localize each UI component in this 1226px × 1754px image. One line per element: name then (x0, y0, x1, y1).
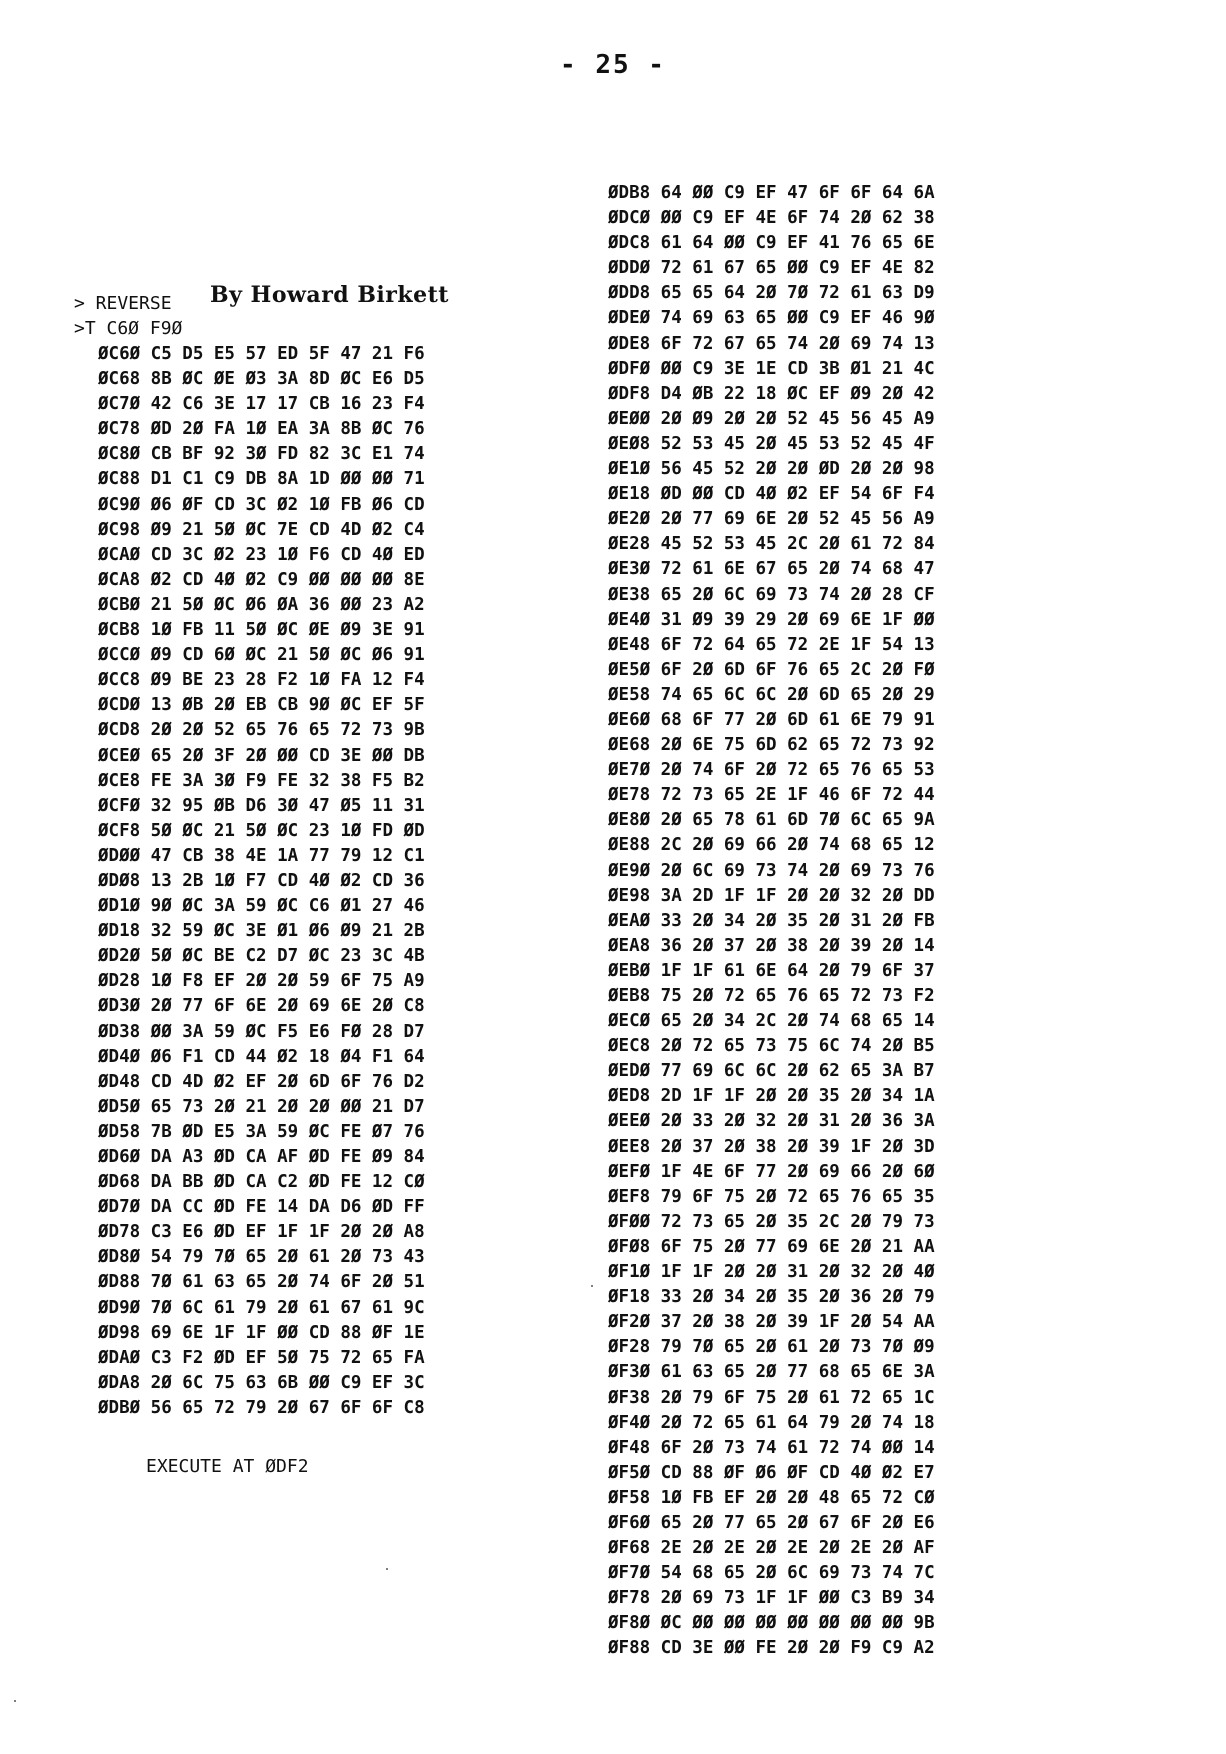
hex-dump-row: ØC78 ØD 2Ø FA 1Ø EA 3A 8B ØC 76 (98, 419, 425, 440)
hex-dump-row: ØEAØ 33 2Ø 34 2Ø 35 2Ø 31 2Ø FB (608, 910, 935, 931)
hex-dump-row: ØD98 69 6E 1F 1F ØØ CD 88 ØF 1E (98, 1322, 425, 1343)
hex-dump-row: ØEBØ 1F 1F 61 6E 64 2Ø 79 6F 37 (608, 960, 935, 981)
hex-dump-row: ØDCØ ØØ C9 EF 4E 6F 74 2Ø 62 38 (608, 208, 935, 229)
hex-dump-row: ØE58 74 65 6C 6C 2Ø 6D 65 2Ø 29 (608, 684, 935, 705)
execute-address: EXECUTE AT ØDF2 (146, 1456, 309, 1477)
hex-dump-row: ØEE8 2Ø 37 2Ø 38 2Ø 39 1F 2Ø 3D (608, 1136, 935, 1157)
hex-dump-row: ØF78 2Ø 69 73 1F 1F ØØ C3 B9 34 (608, 1588, 935, 1609)
hex-dump-row: ØED8 2D 1F 1F 2Ø 2Ø 35 2Ø 34 1A (608, 1086, 935, 1107)
hex-dump-row: ØCFØ 32 95 ØB D6 3Ø 47 Ø5 11 31 (98, 795, 425, 816)
hex-dump-row: ØF4Ø 2Ø 72 65 61 64 79 2Ø 74 18 (608, 1412, 935, 1433)
scan-speck (386, 1568, 388, 1570)
hex-dump-row: ØC9Ø Ø6 ØF CD 3C Ø2 1Ø FB Ø6 CD (98, 494, 425, 515)
hex-dump-row: ØD78 C3 E6 ØD EF 1F 1F 2Ø 2Ø A8 (98, 1222, 425, 1243)
hex-dump-row: ØD18 32 59 ØC 3E Ø1 Ø6 Ø9 21 2B (98, 921, 425, 942)
hex-dump-right (608, 181, 935, 1662)
hex-dump-row: ØDDØ 72 61 67 65 ØØ C9 EF 4E 82 (608, 258, 935, 279)
hex-dump-row: ØE3Ø 72 61 6E 67 65 2Ø 74 68 47 (608, 559, 935, 580)
scan-speck (591, 1285, 593, 1287)
hex-dump-row: ØFØ8 6F 75 2Ø 77 69 6E 2Ø 21 AA (608, 1236, 935, 1257)
hex-dump-row: ØEF8 79 6F 75 2Ø 72 65 76 65 35 (608, 1186, 935, 1207)
hex-dump-left (98, 342, 425, 1421)
hex-dump-row: ØF18 33 2Ø 34 2Ø 35 2Ø 36 2Ø 79 (608, 1287, 935, 1308)
hex-dump-row: ØDF8 D4 ØB 22 18 ØC EF Ø9 2Ø 42 (608, 383, 935, 404)
hex-dump-row: ØF2Ø 37 2Ø 38 2Ø 39 1F 2Ø 54 AA (608, 1312, 935, 1333)
hex-dump-row: ØC68 8B ØC ØE Ø3 3A 8D ØC E6 D5 (98, 369, 425, 390)
hex-dump-row: ØCCØ Ø9 CD 6Ø ØC 21 5Ø ØC Ø6 91 (98, 645, 425, 666)
hex-dump-row: ØCD8 2Ø 2Ø 52 65 76 65 72 73 9B (98, 720, 425, 741)
hex-dump-row: ØD4Ø Ø6 F1 CD 44 Ø2 18 Ø4 F1 64 (98, 1046, 425, 1067)
hex-dump-row: ØDAØ C3 F2 ØD EF 5Ø 75 72 65 FA (98, 1347, 425, 1368)
hex-dump-row: ØD48 CD 4D Ø2 EF 2Ø 6D 6F 76 D2 (98, 1071, 425, 1092)
hex-dump-row: ØF88 CD 3E ØØ FE 2Ø 2Ø F9 C9 A2 (608, 1638, 935, 1659)
hex-dump-row: ØEC8 2Ø 72 65 73 75 6C 74 2Ø B5 (608, 1036, 935, 1057)
author-byline: By Howard Birkett (210, 282, 449, 308)
hex-dump-row: ØD68 DA BB ØD CA C2 ØD FE 12 CØ (98, 1172, 425, 1193)
hex-dump-row: ØE88 2C 2Ø 69 66 2Ø 74 68 65 12 (608, 835, 935, 856)
hex-dump-row: ØE2Ø 2Ø 77 69 6E 2Ø 52 45 56 A9 (608, 509, 935, 530)
hex-dump-row: ØC6Ø C5 D5 E5 57 ED 5F 47 21 F6 (98, 344, 425, 364)
hex-dump-row: ØD1Ø 9Ø ØC 3A 59 ØC C6 Ø1 27 46 (98, 896, 425, 917)
hex-dump-row: ØE1Ø 56 45 52 2Ø 2Ø ØD 2Ø 2Ø 98 (608, 459, 935, 480)
hex-dump-row: ØECØ 65 2Ø 34 2C 2Ø 74 68 65 14 (608, 1011, 935, 1032)
hex-dump-row: ØDØØ 47 CB 38 4E 1A 77 79 12 C1 (98, 845, 425, 866)
hex-dump-row: ØD88 7Ø 61 63 65 2Ø 74 6F 2Ø 51 (98, 1272, 425, 1293)
hex-dump-row: ØC8Ø CB BF 92 3Ø FD 82 3C E1 74 (98, 444, 425, 465)
hex-dump-row: ØF58 1Ø FB EF 2Ø 2Ø 48 65 72 CØ (608, 1487, 935, 1508)
hex-dump-row: ØE48 6F 72 64 65 72 2E 1F 54 13 (608, 634, 935, 655)
hex-dump-row: ØE5Ø 6F 2Ø 6D 6F 76 65 2C 2Ø FØ (608, 659, 935, 680)
hex-dump-row: ØF28 79 7Ø 65 2Ø 61 2Ø 73 7Ø Ø9 (608, 1337, 935, 1358)
hex-dump-row: ØCDØ 13 ØB 2Ø EB CB 9Ø ØC EF 5F (98, 695, 425, 716)
hex-dump-row: ØD3Ø 2Ø 77 6F 6E 2Ø 69 6E 2Ø C8 (98, 996, 425, 1017)
hex-dump-row: ØEEØ 2Ø 33 2Ø 32 2Ø 31 2Ø 36 3A (608, 1111, 935, 1132)
hex-dump-row: ØEØØ 2Ø Ø9 2Ø 2Ø 52 45 56 45 A9 (608, 408, 935, 429)
hex-dump-row: ØC7Ø 42 C6 3E 17 17 CB 16 23 F4 (98, 394, 425, 415)
scan-speck (14, 1700, 16, 1702)
page-number: - 25 - (560, 50, 666, 80)
hex-dump-row: ØE68 2Ø 6E 75 6D 62 65 72 73 92 (608, 735, 935, 756)
hex-dump-row: ØDA8 2Ø 6C 75 63 6B ØØ C9 EF 3C (98, 1372, 425, 1393)
hex-dump-row: ØDØ8 13 2B 1Ø F7 CD 4Ø Ø2 CD 36 (98, 870, 425, 891)
hex-dump-row: ØDEØ 74 69 63 65 ØØ C9 EF 46 9Ø (608, 308, 935, 329)
hex-dump-row: ØE78 72 73 65 2E 1F 46 6F 72 44 (608, 785, 935, 806)
hex-dump-row: ØD58 7B ØD E5 3A 59 ØC FE Ø7 76 (98, 1121, 425, 1142)
hex-dump-row: ØE6Ø 68 6F 77 2Ø 6D 61 6E 79 91 (608, 709, 935, 730)
hex-dump-row: ØF68 2E 2Ø 2E 2Ø 2E 2Ø 2E 2Ø AF (608, 1538, 935, 1559)
hex-dump-row: ØE98 3A 2D 1F 1F 2Ø 2Ø 32 2Ø DD (608, 885, 935, 906)
hex-dump-row: ØCC8 Ø9 BE 23 28 F2 1Ø FA 12 F4 (98, 670, 425, 691)
hex-dump-row: ØDD8 65 65 64 2Ø 7Ø 72 61 63 D9 (608, 283, 935, 304)
hex-dump-row: ØDB8 64 ØØ C9 EF 47 6F 6F 64 6A (608, 183, 935, 203)
hex-dump-row: ØF8Ø ØC ØØ ØØ ØØ ØØ ØØ ØØ ØØ 9B (608, 1613, 935, 1634)
hex-dump-row: ØEØ8 52 53 45 2Ø 45 53 52 45 4F (608, 433, 935, 454)
hex-dump-row: ØE4Ø 31 Ø9 39 29 2Ø 69 6E 1F ØØ (608, 609, 935, 630)
hex-dump-row: ØCAØ CD 3C Ø2 23 1Ø F6 CD 4Ø ED (98, 544, 425, 565)
hex-dump-row: ØDC8 61 64 ØØ C9 EF 41 76 65 6E (608, 233, 935, 254)
hex-dump-row: ØCBØ 21 5Ø ØC Ø6 ØA 36 ØØ 23 A2 (98, 594, 425, 615)
hex-dump-row: ØCF8 5Ø ØC 21 5Ø ØC 23 1Ø FD ØD (98, 820, 425, 841)
hex-dump-row: ØE38 65 2Ø 6C 69 73 74 2Ø 28 CF (608, 584, 935, 605)
hex-dump-row: ØF7Ø 54 68 65 2Ø 6C 69 73 74 7C (608, 1563, 935, 1584)
command-tabulate: >T C6Ø F9Ø (74, 318, 183, 339)
hex-dump-row: ØEB8 75 2Ø 72 65 76 65 72 73 F2 (608, 986, 935, 1006)
hex-dump-row: ØF38 2Ø 79 6F 75 2Ø 61 72 65 1C (608, 1387, 935, 1408)
hex-dump-row: ØD6Ø DA A3 ØD CA AF ØD FE Ø9 84 (98, 1147, 425, 1167)
hex-dump-row: ØEDØ 77 69 6C 6C 2Ø 62 65 3A B7 (608, 1061, 935, 1082)
hex-dump-row: ØF6Ø 65 2Ø 77 65 2Ø 67 6F 2Ø E6 (608, 1512, 935, 1533)
hex-dump-row: ØCEØ 65 2Ø 3F 2Ø ØØ CD 3E ØØ DB (98, 745, 425, 766)
hex-dump-row: ØC98 Ø9 21 5Ø ØC 7E CD 4D Ø2 C4 (98, 519, 425, 540)
hex-dump-row: ØD8Ø 54 79 7Ø 65 2Ø 61 2Ø 73 43 (98, 1247, 425, 1268)
hex-dump-row: ØDE8 6F 72 67 65 74 2Ø 69 74 13 (608, 333, 935, 354)
hex-dump-row: ØCA8 Ø2 CD 4Ø Ø2 C9 ØØ ØØ ØØ 8E (98, 569, 425, 590)
hex-dump-row: ØEA8 36 2Ø 37 2Ø 38 2Ø 39 2Ø 14 (608, 935, 935, 956)
hex-dump-row: ØD38 ØØ 3A 59 ØC F5 E6 FØ 28 D7 (98, 1021, 425, 1042)
hex-dump-row: ØE28 45 52 53 45 2C 2Ø 61 72 84 (608, 534, 935, 555)
hex-dump-row: ØD7Ø DA CC ØD FE 14 DA D6 ØD FF (98, 1197, 425, 1218)
command-reverse: > REVERSE (74, 293, 172, 314)
hex-dump-row: ØC88 D1 C1 C9 DB 8A 1D ØØ ØØ 71 (98, 469, 425, 490)
hex-dump-row: ØDBØ 56 65 72 79 2Ø 67 6F 6F C8 (98, 1397, 425, 1418)
hex-dump-row: ØE7Ø 2Ø 74 6F 2Ø 72 65 76 65 53 (608, 760, 935, 781)
hex-dump-row: ØDFØ ØØ C9 3E 1E CD 3B Ø1 21 4C (608, 358, 935, 379)
hex-dump-row: ØEFØ 1F 4E 6F 77 2Ø 69 66 2Ø 6Ø (608, 1161, 935, 1182)
hex-dump-row: ØF1Ø 1F 1F 2Ø 2Ø 31 2Ø 32 2Ø 4Ø (608, 1262, 935, 1283)
hex-dump-row: ØCE8 FE 3A 3Ø F9 FE 32 38 F5 B2 (98, 770, 425, 791)
hex-dump-row: ØF5Ø CD 88 ØF Ø6 ØF CD 4Ø Ø2 E7 (608, 1462, 935, 1483)
hex-dump-row: ØD5Ø 65 73 2Ø 21 2Ø 2Ø ØØ 21 D7 (98, 1096, 425, 1117)
hex-dump-row: ØF3Ø 61 63 65 2Ø 77 68 65 6E 3A (608, 1362, 935, 1383)
hex-dump-row: ØD28 1Ø F8 EF 2Ø 2Ø 59 6F 75 A9 (98, 971, 425, 992)
hex-dump-row: ØE9Ø 2Ø 6C 69 73 74 2Ø 69 73 76 (608, 860, 935, 881)
hex-dump-row: ØD9Ø 7Ø 6C 61 79 2Ø 61 67 61 9C (98, 1297, 425, 1318)
hex-dump-row: ØFØØ 72 73 65 2Ø 35 2C 2Ø 79 73 (608, 1211, 935, 1232)
hex-dump-row: ØF48 6F 2Ø 73 74 61 72 74 ØØ 14 (608, 1437, 935, 1458)
hex-dump-row: ØE18 ØD ØØ CD 4Ø Ø2 EF 54 6F F4 (608, 484, 935, 505)
hex-dump-row: ØCB8 1Ø FB 11 5Ø ØC ØE Ø9 3E 91 (98, 620, 425, 641)
hex-dump-row: ØE8Ø 2Ø 65 78 61 6D 7Ø 6C 65 9A (608, 810, 935, 831)
hex-dump-row: ØD2Ø 5Ø ØC BE C2 D7 ØC 23 3C 4B (98, 946, 425, 967)
